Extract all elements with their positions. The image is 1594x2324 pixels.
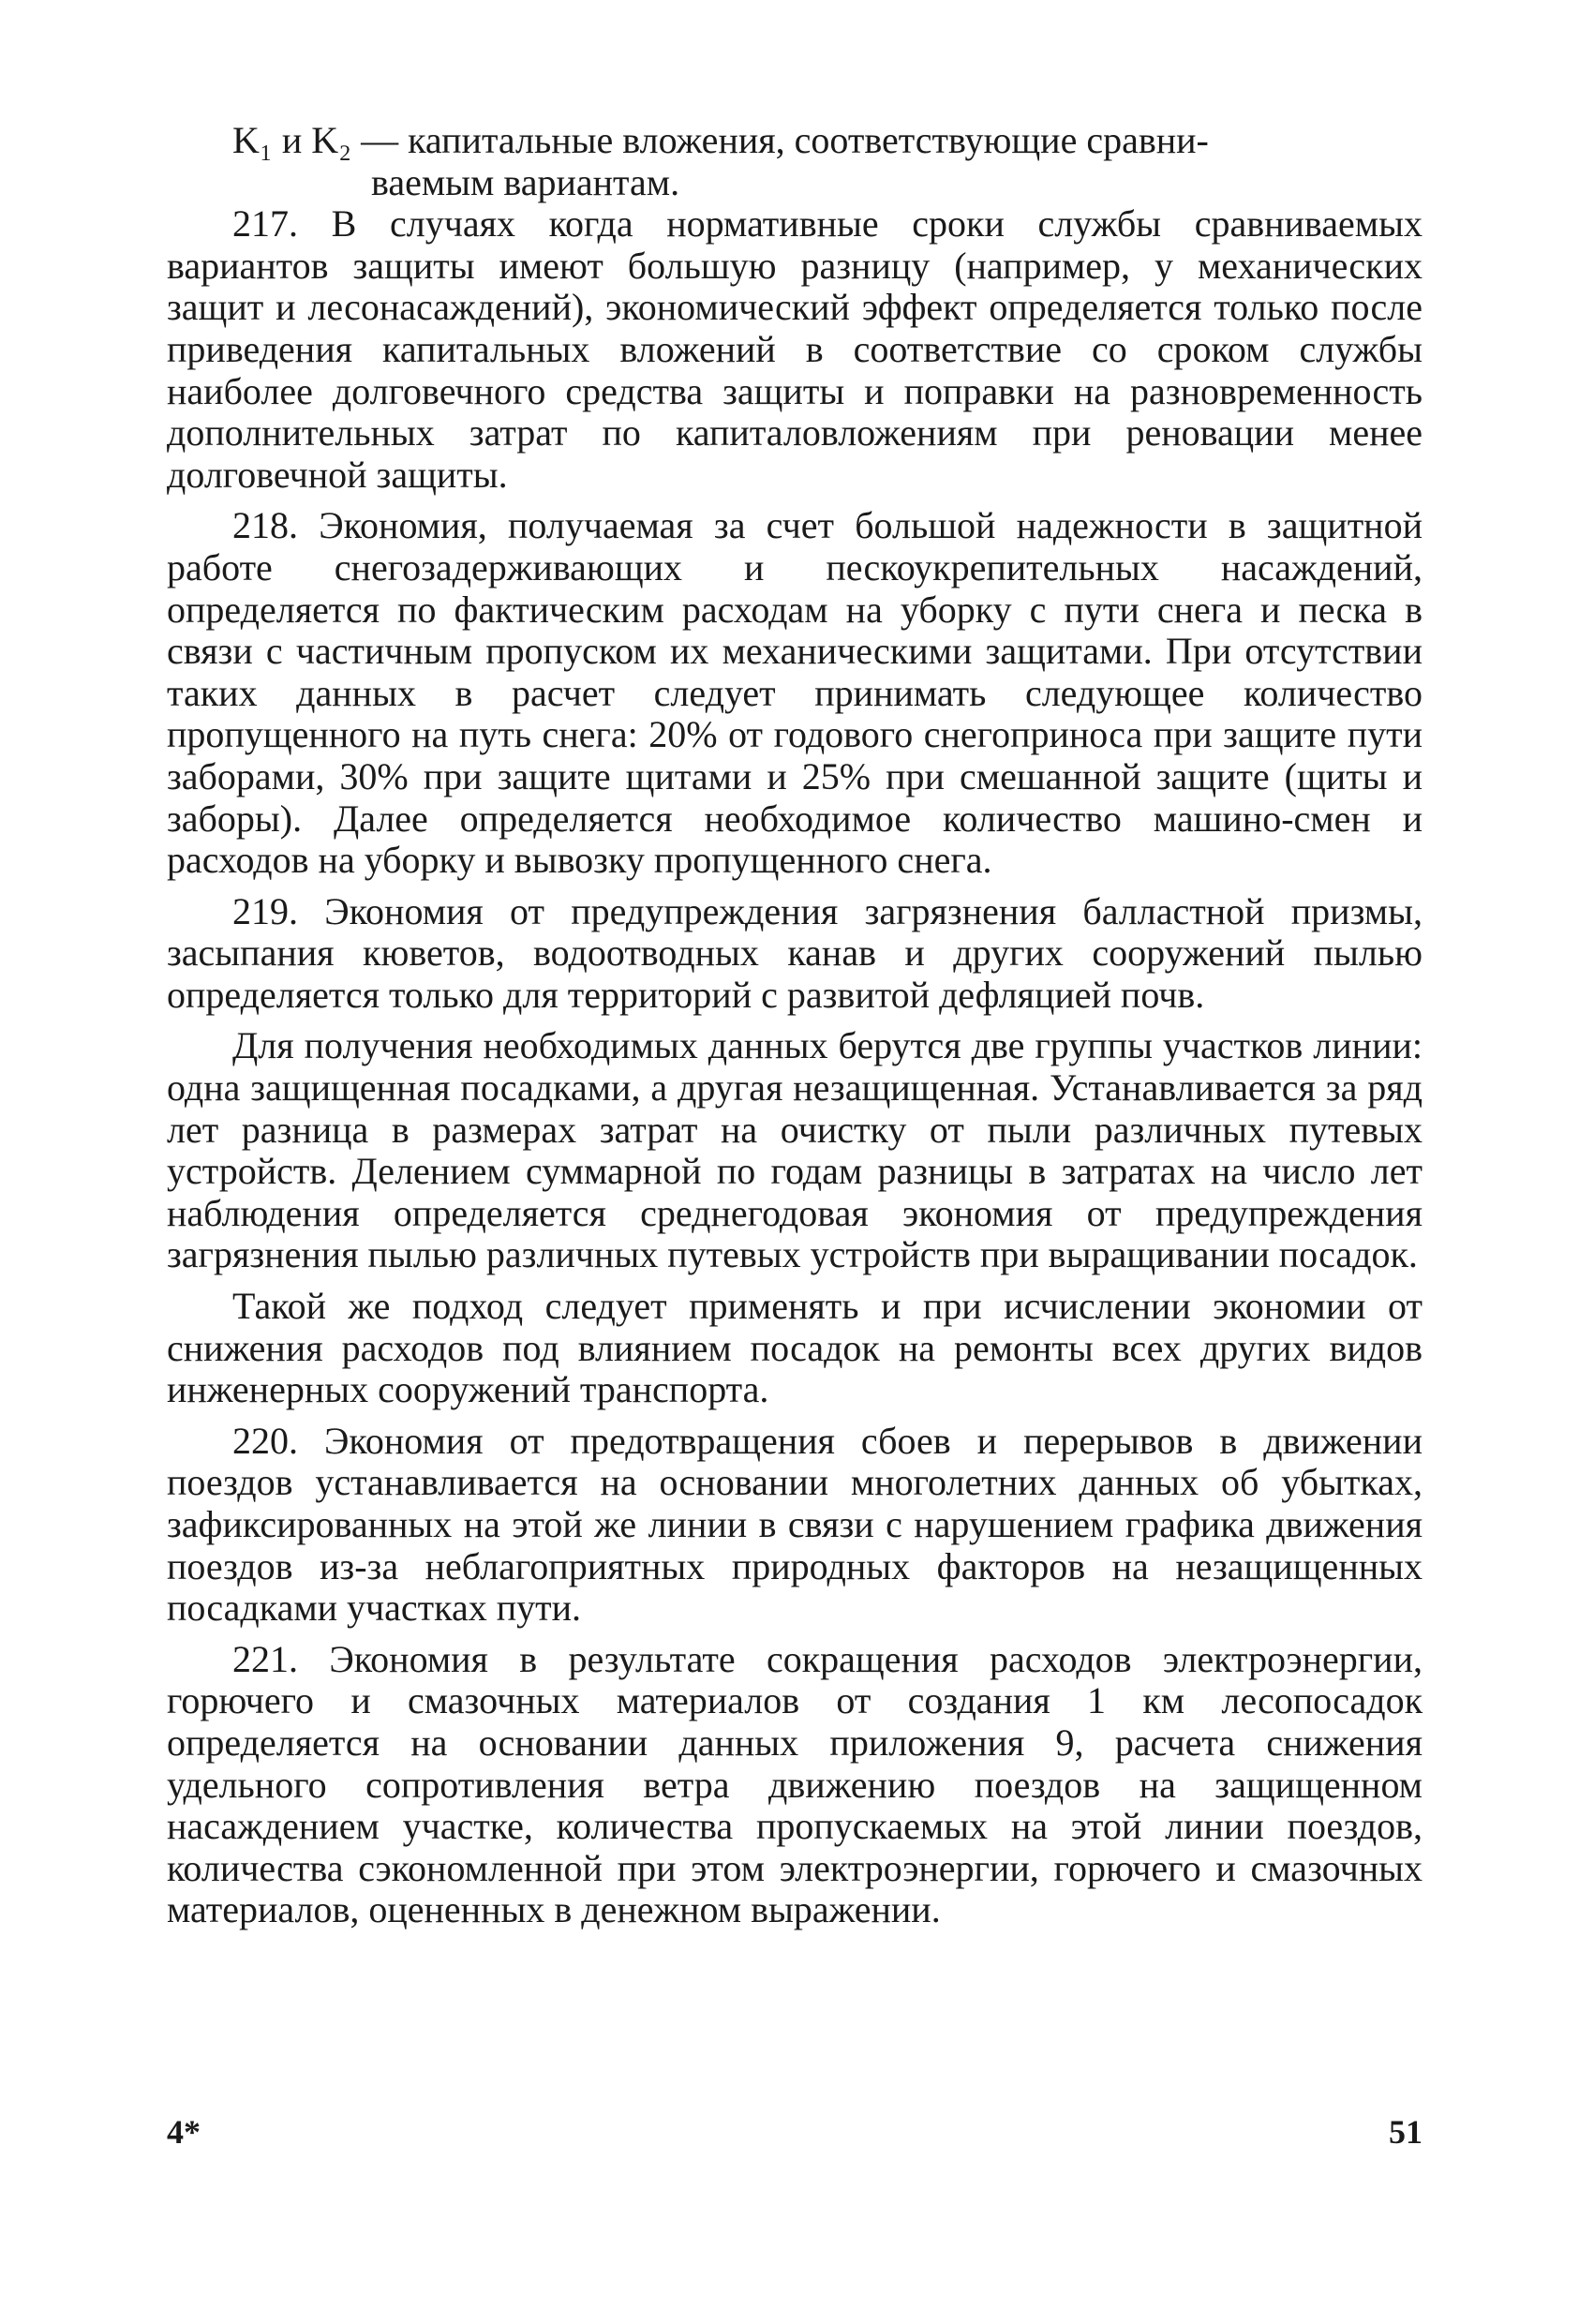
definition-line-2: ваемым вариантам.	[371, 160, 680, 203]
definition-k1-k2	[167, 120, 1423, 203]
paragraph-220: 220. Экономия от предотвращения сбоев и перерывов в движении поездов устанавливается на основании многолетних данных об убытках, зафиксированных на этой же линии в связи с нарушением графика движения поездов из-за неблагоприятных природных факторов на незащищенных посадками участках пути.	[167, 1419, 1423, 1630]
page-footer	[167, 2112, 1423, 2159]
paragraph-219-data: Для получения необходимых данных берутся две группы участков линии: одна защищенная посадками, а другая незащищенная. Устанавливается за ряд лет разница в размерах затрат на очистку от пыли различных путевых устройств. Делением суммарной по годам разницы в затратах на число лет наблюдения определяется среднегодовая экономия от предупреждения загрязнения пылью различных путевых устройств при выращивании посадок.	[167, 1024, 1423, 1276]
page-number: 51	[1389, 2113, 1423, 2151]
paragraph-219-approach: Такой же подход следует применять и при исчислении экономии от снижения расходов под влиянием посадок на ремонты всех других видов инженерных сооружений транспорта.	[167, 1285, 1423, 1411]
signature-mark: 4*	[167, 2113, 201, 2151]
paragraph-219: 219. Экономия от предупреждения загрязнения балластной призмы, засыпания кюветов, водоотводных канав и других сооружений пылью определяется только для территорий с развитой дефляцией почв.	[167, 889, 1423, 1016]
definition-line-1: K₁ и K₂ — капитальные вложения, соответствующие сравни-	[232, 119, 1209, 161]
document-page	[167, 120, 1423, 1931]
paragraph-221: 221. Экономия в результате сокращения расходов электроэнергии, горючего и смазочных материалов от создания 1 км лесопосадок определяется на основании данных приложения 9, расчета снижения удельного сопротивления ветра движению поездов на защищенном насаждением участке, количества пропускаемых на этой линии поездов, количества сэкономленной при этом электроэнергии, горючего и смазочных материалов, оцененных в денежном выражении.	[167, 1637, 1423, 1931]
paragraph-218: 218. Экономия, получаемая за счет большой надежности в защитной работе снегозадерживающих и пескоукрепительных насаждений, определяется по фактическим расходам на уборку с пути снега и песка в связи с частичным пропуском их механическими защитами. При отсутствии таких данных в расчет следует принимать следующее количество пропущенного на путь снега: 20% от годового снегоприноса при защите пути заборами, 30% при защите щитами и 25% при смешанной защите (щиты и заборы). Далее определяется необходимое количество машино-смен и расходов на уборку и вывозку пропущенного снега.	[167, 504, 1423, 882]
paragraph-217: 217. В случаях когда нормативные сроки службы сравниваемых вариантов защиты имеют большую разницу (например, у механических защит и лесонасаждений), экономический эффект определяется только после приведения капитальных вложений в соответствие со сроком службы наиболее долговечного средства защиты и поправки на разновременность дополнительных затрат по капиталовложениям при реновации менее долговечной защиты.	[167, 202, 1423, 496]
